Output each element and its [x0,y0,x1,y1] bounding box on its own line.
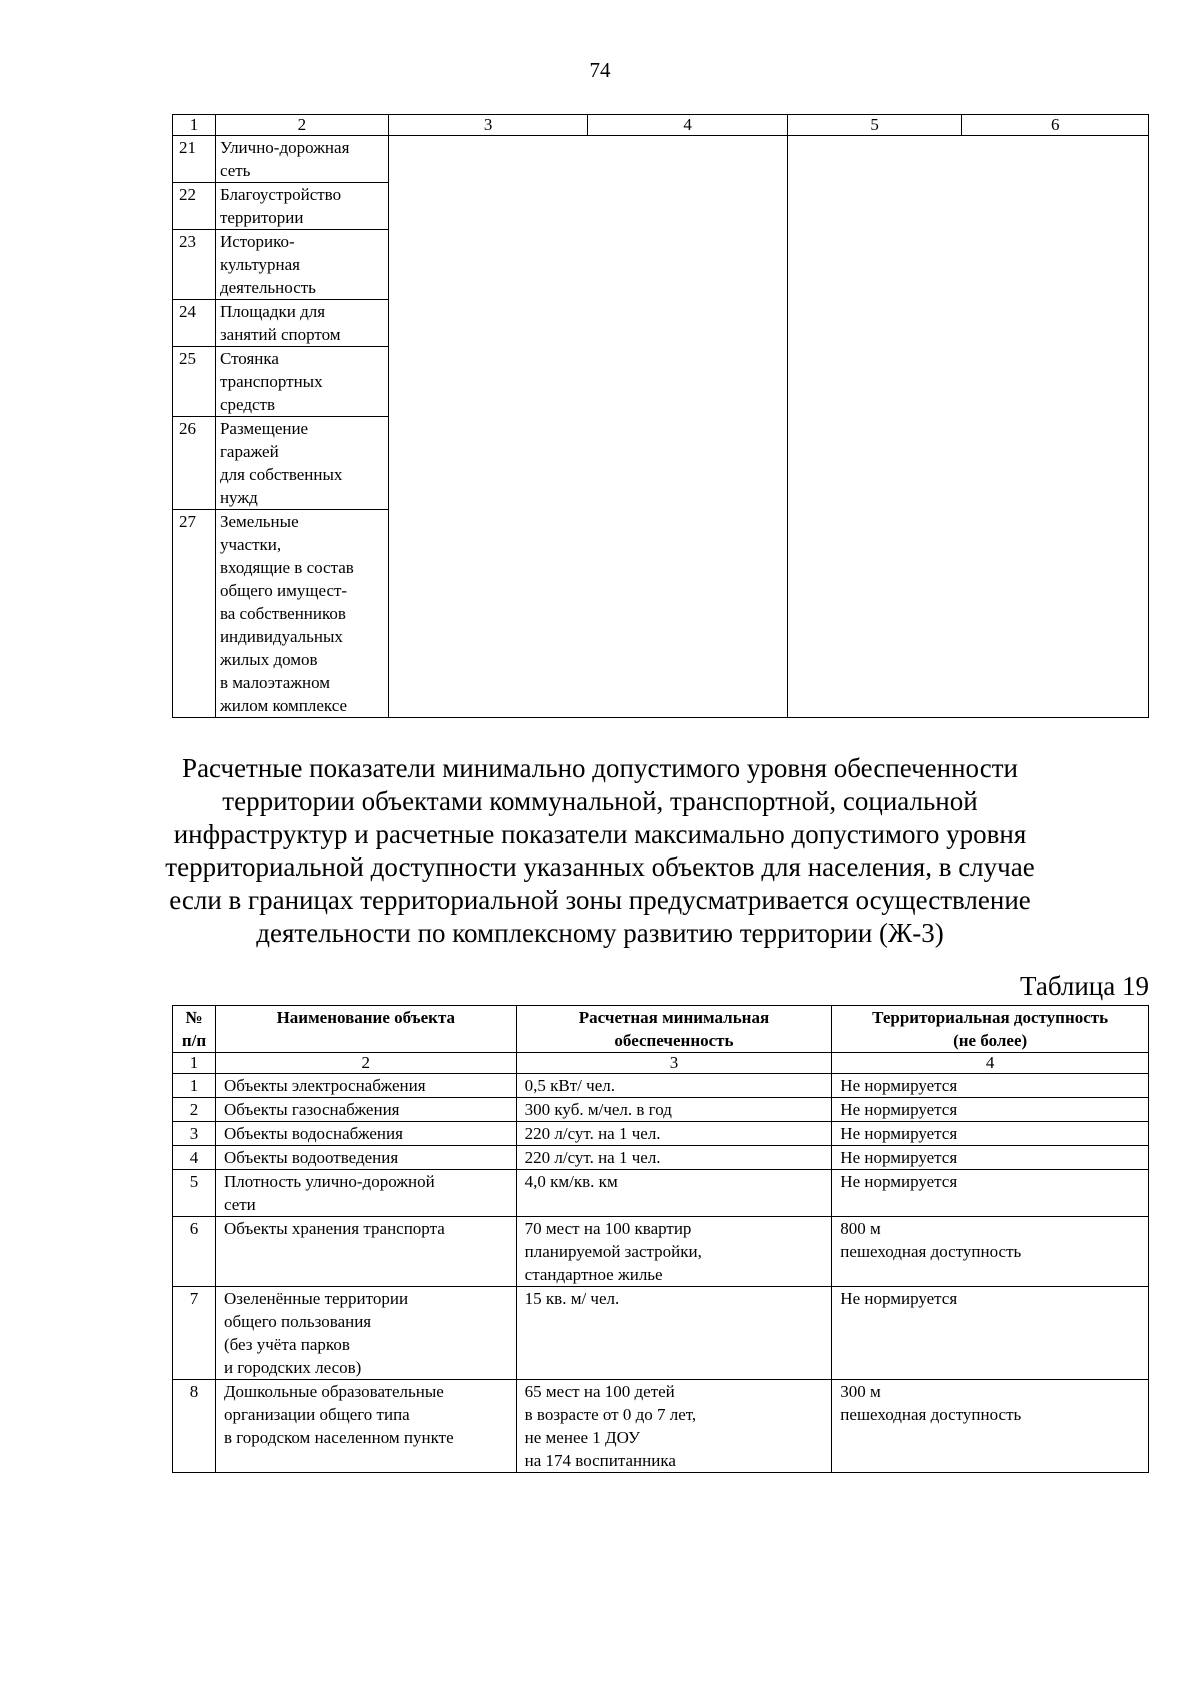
column-number: 3 [516,1053,832,1074]
cell-line: Не нормируется [840,1172,958,1191]
cell-line: и городских лесов) [223,1358,362,1377]
object-name [215,1074,516,1098]
cell-line: (без учёта парков [223,1335,350,1354]
cell-line: на 174 воспитанника [524,1451,676,1470]
row-number: 1 [173,1074,216,1098]
row-name [215,136,388,183]
provision-value [516,1098,832,1122]
row-number: 6 [173,1217,216,1287]
table-row [173,1217,1149,1287]
column-number: 2 [215,1053,516,1074]
table-row [173,1380,1149,1473]
heading-line: территориальной доступности указанных объектов для населения, в случае [165,852,1035,882]
header-provision [516,1006,832,1053]
row-name-line: участки, [219,535,282,554]
empty-cell-columns-3-4 [388,136,787,718]
row-name-line: Историко- [219,232,295,251]
accessibility-value [832,1380,1149,1473]
column-number: 1 [173,1053,216,1074]
provision-value [516,1287,832,1380]
table-19 [172,1005,1149,1473]
header-line: (не более) [953,1031,1028,1050]
cell-line: Не нормируется [840,1100,958,1119]
object-name [215,1146,516,1170]
accessibility-value [832,1170,1149,1217]
row-number: 8 [173,1380,216,1473]
provision-value [516,1217,832,1287]
cell-line: 0,5 кВт/ чел. [524,1076,615,1095]
cell-line: 300 м [840,1382,881,1401]
table-row [173,136,1149,183]
object-name [215,1122,516,1146]
row-name [215,347,388,417]
cell-line: Объекты водоотведения [223,1148,399,1167]
cell-line: организации общего типа [223,1405,410,1424]
provision-value [516,1170,832,1217]
cell-line: 800 м [840,1219,881,1238]
cell-line: сети [223,1195,256,1214]
table-row [173,1287,1149,1380]
row-number: 4 [173,1146,216,1170]
cell-line: Не нормируется [840,1148,958,1167]
provision-value [516,1146,832,1170]
row-name-line: Стоянка [219,349,279,368]
cell-line: пешеходная доступность [840,1242,1022,1261]
cell-line: Озеленённые территории [223,1289,409,1308]
cell-line: в возрасте от 0 до 7 лет, [524,1405,697,1424]
cell-line: Дошкольные образовательные [223,1382,444,1401]
cell-line: Не нормируется [840,1289,958,1308]
heading-line: территории объектами коммунальной, транспортной, социальной [222,786,978,816]
accessibility-value [832,1287,1149,1380]
row-name-line: транспортных [219,372,323,391]
cell-line: Объекты электроснабжения [223,1076,426,1095]
table-header-row [173,115,1149,136]
table-row [173,1122,1149,1146]
column-number: 4 [588,115,788,136]
object-name [215,1098,516,1122]
table-caption: Таблица 19 [1020,971,1149,1001]
row-number: 7 [173,1287,216,1380]
cell-line: Не нормируется [840,1076,958,1095]
cell-line: в городском населенном пункте [223,1428,454,1447]
row-name-line: Улично-дорожная [219,138,350,157]
header-line: п/п [181,1031,207,1050]
row-name-line: средств [219,395,275,414]
row-name [215,230,388,300]
header-line: Расчетная минимальная [578,1008,770,1027]
row-name-line: Земельные [219,512,299,531]
provision-value [516,1380,832,1473]
cell-line: 4,0 км/кв. км [524,1172,618,1191]
cell-line: Не нормируется [840,1124,958,1143]
object-name [215,1217,516,1287]
row-number: 21 [173,136,216,183]
table-row [173,1098,1149,1122]
object-name [215,1380,516,1473]
heading-line: Расчетные показатели минимально допустимого уровня обеспеченности [182,753,1018,783]
provision-value [516,1122,832,1146]
row-name-line: индивидуальных [219,627,343,646]
row-name-line: для собственных [219,465,343,484]
row-name-line: сеть [219,161,251,180]
cell-line: планируемой застройки, [524,1242,702,1261]
row-name-line: территории [219,208,304,227]
header-line: обеспеченность [614,1031,734,1050]
cell-line: Объекты водоснабжения [223,1124,403,1143]
page-number: 74 [589,58,611,82]
cell-line: Объекты газоснабжения [223,1100,400,1119]
continuation-table [172,114,1149,718]
column-number: 5 [787,115,962,136]
accessibility-value [832,1098,1149,1122]
cell-line: 220 л/сут. на 1 чел. [524,1124,661,1143]
table-row [173,1170,1149,1217]
cell-line: стандартное жилье [524,1265,663,1284]
accessibility-value [832,1146,1149,1170]
row-name-line: занятий спортом [219,325,341,344]
empty-cell-columns-5-6 [787,136,1148,718]
table-row [173,1146,1149,1170]
row-name-line: ва собственников [219,604,346,623]
row-name-line: входящие в состав [219,558,354,577]
row-number: 27 [173,510,216,718]
row-name-line: деятельность [219,278,316,297]
column-number: 6 [962,115,1149,136]
row-name [215,510,388,718]
row-name [215,183,388,230]
cell-line: 300 куб. м/чел. в год [524,1100,672,1119]
accessibility-value [832,1217,1149,1287]
row-name-line: Благоустройство [219,185,342,204]
row-number: 23 [173,230,216,300]
heading-line: деятельности по комплексному развитию территории (Ж-3) [256,918,944,948]
row-number: 24 [173,300,216,347]
column-numbers-row [173,1053,1149,1074]
column-number: 2 [215,115,388,136]
accessibility-value [832,1074,1149,1098]
object-name [215,1170,516,1217]
cell-line: пешеходная доступность [840,1405,1022,1424]
provision-value [516,1074,832,1098]
cell-line: Плотность улично-дорожной [223,1172,435,1191]
row-name [215,417,388,510]
header-number [173,1006,216,1053]
cell-line: не менее 1 ДОУ [524,1428,640,1447]
cell-line: Объекты хранения транспорта [223,1219,445,1238]
table-header-row [173,1006,1149,1053]
heading-line: инфраструктур и расчетные показатели максимально допустимого уровня [173,819,1027,849]
row-name-line: гаражей [219,442,279,461]
header-object-name: Наименование объекта [215,1006,516,1053]
row-name [215,300,388,347]
heading-line: если в границах территориальной зоны предусматривается осуществление [169,885,1031,915]
header-line: № [185,1008,203,1027]
row-number: 5 [173,1170,216,1217]
row-number: 25 [173,347,216,417]
row-number: 2 [173,1098,216,1122]
row-name-line: культурная [219,255,300,274]
row-name-line: в малоэтажном [219,673,331,692]
cell-line: общего пользования [223,1312,372,1331]
row-number: 26 [173,417,216,510]
row-name-line: жилых домов [219,650,318,669]
cell-line: 65 мест на 100 детей [524,1382,675,1401]
row-name-line: Площадки для [219,302,326,321]
section-heading [160,752,1040,950]
column-number: 1 [173,115,216,136]
column-number: 3 [388,115,588,136]
table-row [173,1074,1149,1098]
accessibility-value [832,1122,1149,1146]
row-number: 22 [173,183,216,230]
row-name-line: общего имущест- [219,581,348,600]
row-number: 3 [173,1122,216,1146]
header-line: Территориальная доступность [872,1008,1109,1027]
cell-line: 220 л/сут. на 1 чел. [524,1148,661,1167]
column-number: 4 [832,1053,1149,1074]
row-name-line: нужд [219,488,258,507]
object-name [215,1287,516,1380]
row-name-line: Размещение [219,419,309,438]
row-name-line: жилом комплексе [219,696,348,715]
cell-line: 15 кв. м/ чел. [524,1289,620,1308]
header-accessibility [832,1006,1149,1053]
cell-line: 70 мест на 100 квартир [524,1219,692,1238]
